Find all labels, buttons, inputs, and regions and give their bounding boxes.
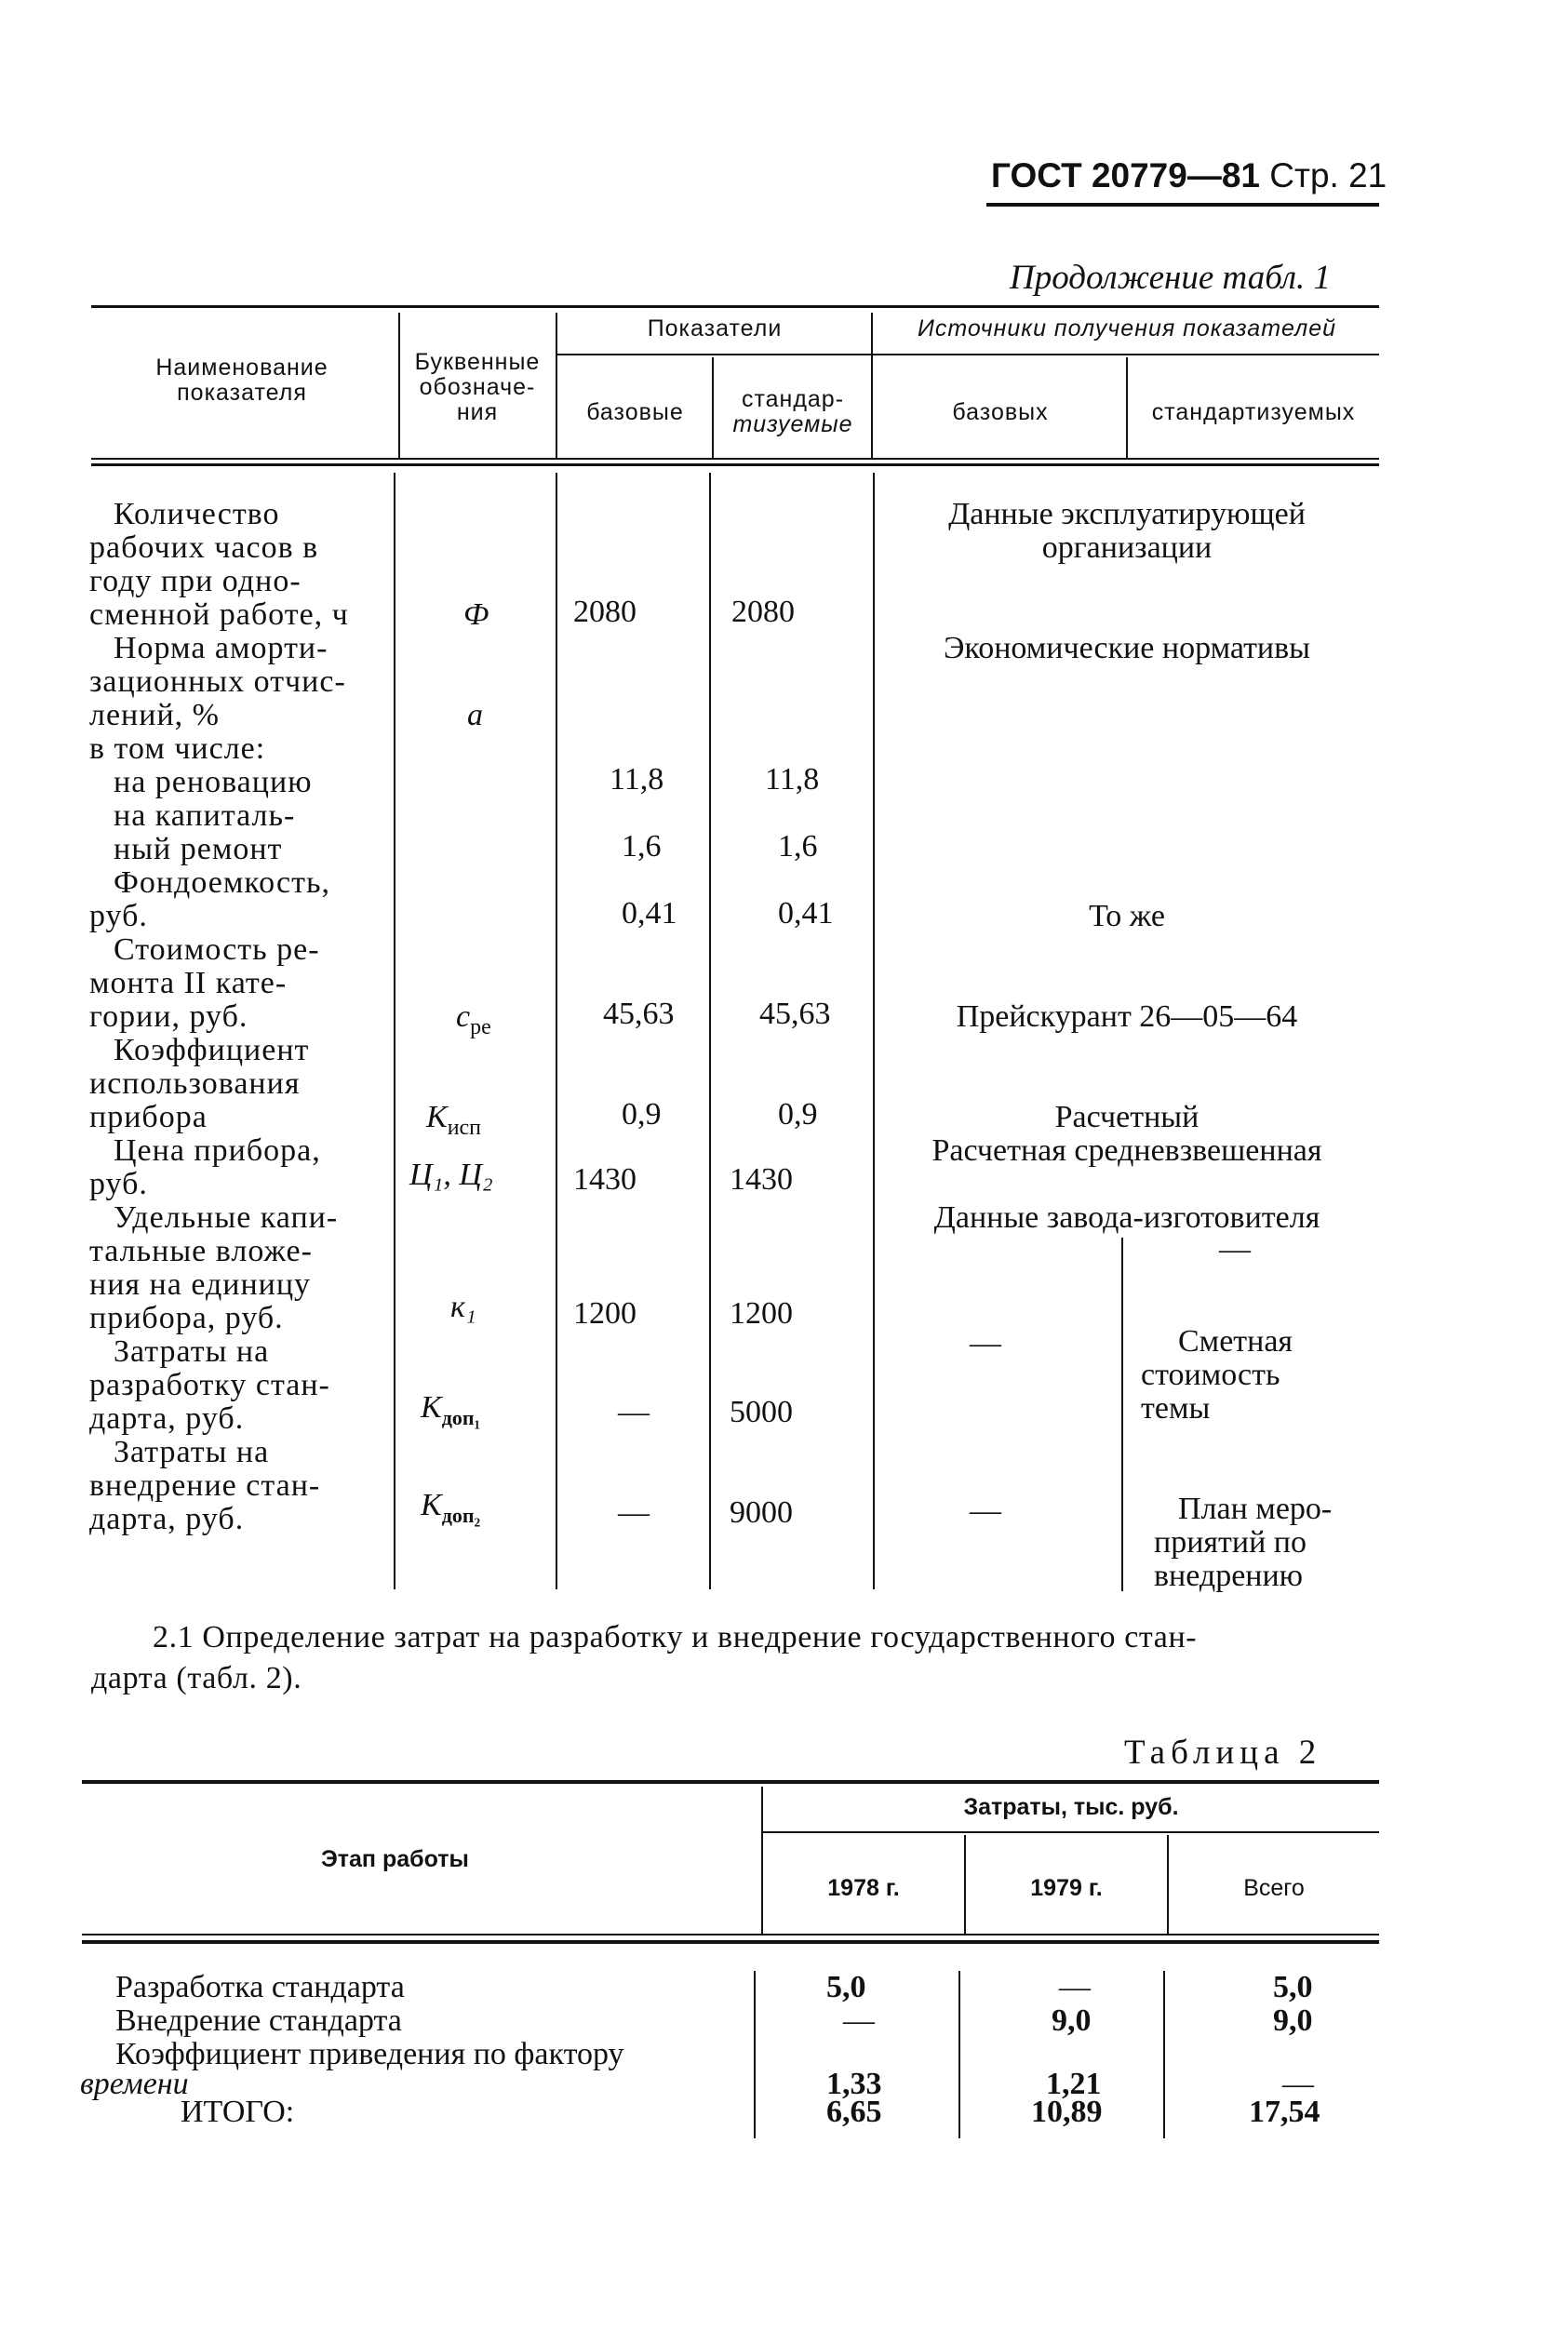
base-value: 0,9: [622, 1097, 662, 1132]
symbol-a: a: [467, 698, 483, 732]
t2-label: времени: [80, 2067, 189, 2101]
th-costs: Затраты, тыс. руб.: [963, 1794, 1179, 1820]
page-number: Стр. 21: [1269, 156, 1387, 194]
th-stage: Этап работы: [321, 1846, 469, 1872]
base-value: 1200: [573, 1296, 637, 1331]
source-text: Расчетная средневзвешенная: [931, 1133, 1322, 1168]
base-value: 11,8: [610, 762, 664, 797]
th-1978: 1978 г.: [827, 1875, 900, 1901]
t2-label: Внедрение стандарта: [115, 2003, 402, 2038]
source-text: То же: [1089, 899, 1165, 933]
t2-label: ИТОГО:: [181, 2095, 295, 2129]
t2-total: —: [1282, 2067, 1314, 2101]
t2-1979: —: [1059, 1970, 1091, 2004]
std-value: 1200: [730, 1296, 793, 1331]
page-header: [991, 156, 1387, 195]
table2-title: Таблица 2: [1124, 1734, 1322, 1772]
t2-label: Разработка стандарта: [115, 1970, 405, 2004]
th-sources: Источники получения показателей: [917, 315, 1337, 342]
th-symbol: Буквенные обозначе- ния: [414, 349, 541, 425]
t2-label: Коэффициент приведения по фактору: [115, 2037, 624, 2071]
source-text: Данные эксплуатирующей организации: [948, 497, 1306, 565]
th-name: Наименование показателя: [155, 355, 328, 406]
source-text: Прейскурант 26—05—64: [956, 999, 1298, 1034]
t2-total: 17,54: [1249, 2095, 1320, 2129]
source-dash: —: [1219, 1232, 1251, 1266]
source-text: Экономические нормативы: [943, 631, 1311, 665]
gost-number: ГОСТ 20779—81: [991, 156, 1260, 194]
std-value: 45,63: [759, 997, 831, 1031]
std-value: 1,6: [778, 829, 818, 864]
std-value: 9000: [730, 1495, 793, 1530]
base-value: 1430: [573, 1162, 637, 1197]
source-text: Расчетный: [1054, 1100, 1199, 1134]
base-value: 1,6: [622, 829, 662, 864]
base-value: 45,63: [603, 997, 675, 1031]
th-sources-base: базовых: [952, 399, 1049, 425]
th-indicators: Показатели: [647, 315, 783, 342]
symbol-kdop1: $K_{доп_1}$: [421, 1390, 481, 1429]
paragraph: 2.1 Определение затрат на разработку и внедрение государственного стан- дарта (табл. 2).: [91, 1620, 1198, 1695]
symbol-c-re: $c_{ре}$: [456, 999, 491, 1039]
std-value: 1430: [730, 1162, 793, 1197]
t2-total: 5,0: [1273, 1970, 1313, 2004]
source-dash: —: [970, 1326, 1001, 1360]
t2-1978: 5,0: [826, 1970, 866, 2004]
t2-1979: 9,0: [1052, 2003, 1092, 2038]
th-sources-std: стандартизуемых: [1151, 399, 1356, 425]
symbol-phi: Ф: [463, 597, 489, 632]
base-value: 2080: [573, 595, 637, 629]
source-text: Данные завода-изготовителя: [933, 1200, 1320, 1235]
t2-total: 9,0: [1273, 2003, 1313, 2038]
t2-1979: 1,21: [1046, 2067, 1102, 2101]
base-value: 0,41: [622, 896, 677, 931]
t2-1979: 10,89: [1031, 2095, 1103, 2129]
symbol-k1: к₁: [450, 1290, 476, 1324]
header-rule: [986, 203, 1379, 207]
symbol-k-isp: $K_{исп}$: [426, 1100, 482, 1140]
base-value: —: [618, 1495, 650, 1530]
t2-1978: 6,65: [826, 2095, 882, 2129]
std-value: 2080: [731, 595, 795, 629]
base-value: —: [618, 1395, 650, 1429]
std-value: 0,41: [778, 896, 834, 931]
source-plan: План меро- приятий по внедрению: [1154, 1492, 1333, 1593]
std-value: 0,9: [778, 1097, 818, 1132]
t2-1978: —: [843, 2003, 875, 2038]
name-column: Количество рабочих часов в году при одно- сменной работе, ч Норма аморти- зационных отчис- лений, % в том числе: на реновацию на капиталь- ный ремонт Фондоемкость, руб. Стоимость ре- монта II кате- гории, руб. Коэффициент использования прибора Цена прибора, руб. Удельные капи- тальные вложе- ния на единицу прибора, руб. Затраты на разработку стан- дарта, руб. Затраты на внедрение стан- дарта, руб.: [89, 497, 349, 1536]
table1-continuation: Продолжение табл. 1: [1010, 259, 1332, 297]
th-total: Всего: [1243, 1875, 1305, 1901]
t2-1978: 1,33: [826, 2067, 882, 2101]
symbol-price: Ц₁, Ц₂: [409, 1158, 493, 1192]
source-dash: —: [970, 1493, 1001, 1528]
th-indicators-base: базовые: [586, 399, 684, 425]
std-value: 11,8: [765, 762, 820, 797]
th-1979: 1979 г.: [1030, 1875, 1103, 1901]
th-indicators-std: стандар- тизуемые: [732, 386, 853, 437]
std-value: 5000: [730, 1395, 793, 1429]
symbol-kdop2: $K_{доп_2}$: [421, 1488, 481, 1527]
source-smeta: Сметная стоимость темы: [1141, 1324, 1293, 1426]
